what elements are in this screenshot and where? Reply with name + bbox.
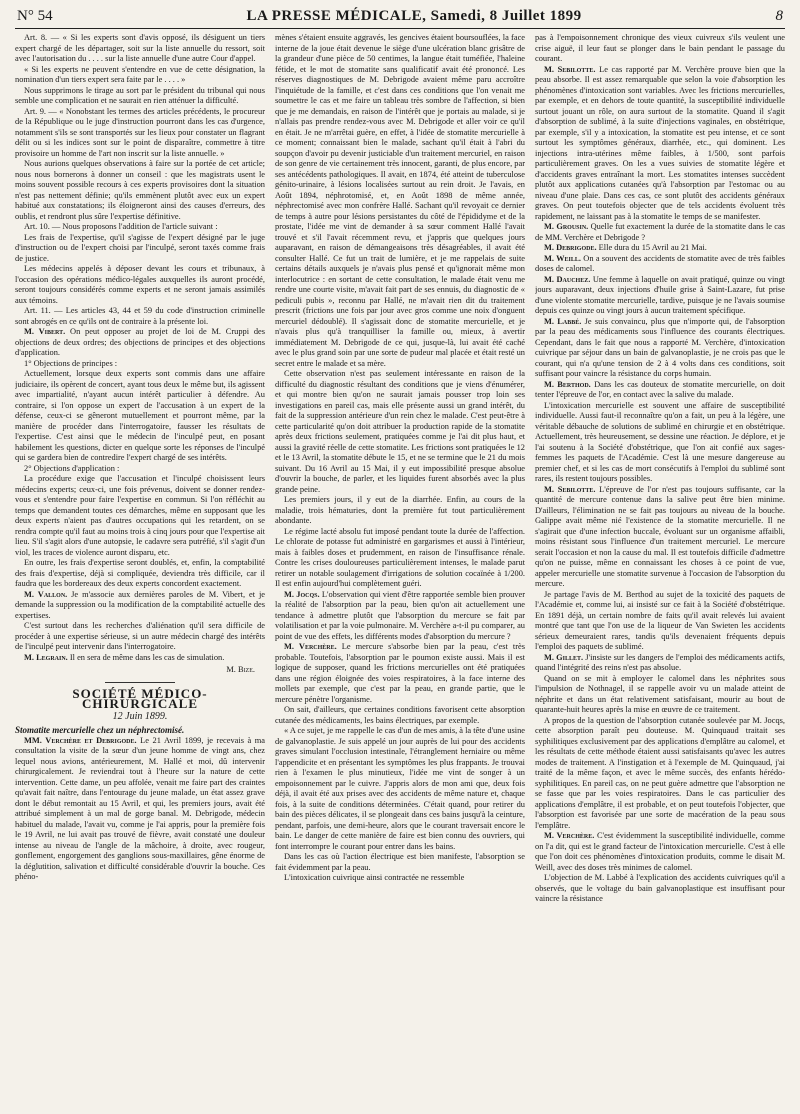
section-title: SOCIÉTÉ MÉDICO-CHIRURGICALE bbox=[72, 685, 208, 711]
paragraph: C'est surtout dans les recherches d'aliénation qu'il sera difficile de procéder à une expertise sérieuse, si un autre médecin chargé des intérêts de l'inculpé peut intervenir dans l'interrogatoire. bbox=[15, 621, 265, 651]
speaker-name: M. Berthod. bbox=[544, 379, 591, 389]
paragraph-text: C'est évidemment la susceptibilité individuelle, comme on l'a dit, qui est le grand facteur de l'intoxication mercurielle. C'est à elle que l'on doit ces phénomènes d'intoxication produits, comme le disait M. Weill, avec des doses très minimes de calomel. bbox=[535, 831, 785, 872]
page-header bbox=[15, 8, 785, 29]
paragraph-text: L'observation qui vient d'être rapportée semble bien prouver la réalité de l'absorption par la peau, bien qu'on ait actuellement une tendance à admettre plutôt que l'absorption du mercure se fait par volatilisation et par la voie pulmonaire. M. Verchère a-t-il pu comparer, au point de vue des effets, les différents modes d'absorption du mercure ? bbox=[275, 589, 525, 641]
speaker-paragraph bbox=[275, 642, 525, 705]
paragraph: A propos de la question de l'absorption cutanée soulevée par M. Jocqs, cette absorption paraît peu douteuse. M. Quinquaud traitait ses syphilitiques exclusivement par des applications d'emplâtre au calomel, et les résultats de cette méthode étaient aussi satisfaisants qu'avec les autres modes de traitement. A l'instigation et à l'exemple de M. Quinquaud, j'ai traité de la même façon, et avec le même succès, des enfants hérédo-syphilitiques. En pareil cas, on ne peut guère admettre que l'absorption ne se fasse que par les voies respiratoires. Dans le cas particulier des applications d'emplâtre, il est probable, et on peut toutefois l'objecter, que l'absorption est favorisée par une sorte de macération de la peau sous l'emplâtre. bbox=[535, 715, 785, 830]
signature: M. Bize. bbox=[226, 665, 255, 674]
speaker-paragraph bbox=[535, 317, 785, 380]
speaker-name: M. Sebilotte. bbox=[544, 64, 596, 74]
paragraph: Art. 11. — Les articles 43, 44 et 59 du code d'instruction criminelle sont abrogés en ce qu'ils ont de contraire à la présente loi. bbox=[15, 306, 265, 326]
paragraph-text: Le cas rapporté par M. Verchère prouve bien que la peau absorbe. Il est assez remarquable que selon la voie d'absorption les phénomènes d'intoxication sont variables. Avec les frictions mercurielles, par exemple, et en dehors de toute quantité, la susceptibilité individuelle surtout jouant un rôle, on aura surtout de la stomatite. Quand il s'agit d'absorption de sublimé, à la suite d'injections vaginales, en obstétrique, par exemple, s'il y a intoxication, la stomatite est peu intense, et ce sont surtout les symptômes généraux, diarrhée, etc., qui dominent. Les injections intra-utérines même faibles, à 1/500, sont parfois particulièrement graves. On les a vues suivies de stomatite légère et d'accidents graves entraînant la mort. Les stomatites intenses succèdent plutôt aux applications cutanées qu'à l'absorption par l'estomac ou au niveau d'une plaie. Dans ces cas, ce sont plutôt des accidents généraux graves. On peut toutefois objecter que de tels accidents évoluent très rapidement, ne laissant pas à la stomatite le temps de se manifester. bbox=[535, 64, 785, 221]
columns bbox=[15, 33, 785, 1093]
paragraph: 2° Objections d'application : bbox=[24, 463, 120, 473]
speaker-name: M. Verchère. bbox=[284, 642, 337, 651]
speaker-paragraph bbox=[15, 327, 265, 359]
paragraph: En outre, les frais d'expertise seront doublés, et, enfin, la comptabilité des frais d'expertise, déjà si compliquée, deviendra très difficile, car il faudra que les bordereaux des deux experts concordent exactement. bbox=[15, 558, 265, 588]
paragraph-text: Elle dura du 15 Avril au 21 Mai. bbox=[598, 243, 707, 252]
paragraph: Nous aurions quelques observations à faire sur la portée de cet article; nous nous bornerons à donner un conseil : que les magistrats usent le moins souvent possible recours à ces experts provisoires dont la situation n'est pas nettement définie; qu'ils emmènent plutôt avec eux un expert habitué aux constatations; ils éloigneront ainsi des causes d'erreurs, des oublis, et rendront plus sûre l'expertise définitive. bbox=[15, 159, 265, 221]
speaker-name: M. Weill. bbox=[544, 253, 581, 263]
speaker-name: M. Gillet. bbox=[544, 652, 584, 662]
paragraph: Dans les cas où l'action électrique est bien manifeste, l'absorption se fait évidemment par la peau. bbox=[275, 852, 525, 872]
speaker-paragraph bbox=[535, 275, 785, 317]
speaker-name: M. Sebilotte. bbox=[544, 484, 596, 494]
column-2 bbox=[275, 33, 525, 1093]
speaker-name: M. Legrain. bbox=[24, 652, 68, 662]
speaker-paragraph bbox=[15, 653, 265, 664]
speaker-name: M. Dauchez. bbox=[544, 274, 591, 284]
paragraph-text: Il en sera de même dans les cas de simulation. bbox=[69, 652, 225, 662]
page-number: 8 bbox=[775, 8, 783, 24]
speaker-name: M. Labbé. bbox=[544, 316, 582, 326]
speaker-paragraph bbox=[535, 380, 785, 401]
speaker-paragraph bbox=[535, 653, 785, 674]
speaker-name: M. Vallon. bbox=[24, 589, 68, 599]
paragraph: Le régime lacté absolu fut imposé pendant toute la durée de l'affection. Le chlorate de potasse fut administré en gargarismes et aussi à l'intérieur, mais à faibles doses et prudemment, en raison de l'insuffisance rénale. Contre les crises douloureuses particulièrement intenses, le malade parut retirer un notable soulagement d'irrigations de solution cocaïnée à 1/200. Il est enfin aujourd'hui complètement guéri. bbox=[275, 526, 525, 588]
paragraph-text: On a souvent des accidents de stomatite avec de très faibles doses de calomel. bbox=[535, 253, 785, 273]
paragraph: Art. 10. — Nous proposons l'addition de l'article suivant : bbox=[24, 222, 218, 231]
paragraph-text: Je suis convaincu, plus que n'importe qui, de l'absorption par la peau des médicaments sous l'influence des courants électriques. Cependant, dans le fait que nous a rapporté M. Verchère, d'intoxication cuivrique par séjour dans un bain de galvanoplastie, je ne crois pas que le courant, qui n'a qu'une tension de 2 à 4 volts dans ces conditions, soit suffisant pour vaincre la résistance du corps humain. bbox=[535, 316, 785, 378]
speaker-paragraph bbox=[275, 590, 525, 643]
speaker-name: M. Debrigode. bbox=[544, 243, 597, 252]
paragraph: L'intoxication cuivrique ainsi contractée ne ressemble bbox=[284, 873, 465, 882]
paragraph: L'intoxication mercurielle est souvent une affaire de susceptibilité individuelle. Aussi faut-il reconnaître qu'on a fait, un peu à la légère, une véritable débauche de solutions de sublimé en chirurgie et en obstétrique. Actuellement, très heureusement, se dessine une réaction. Je déplore, et je l'ai soutenu à la Société d'obstétrique, que l'on ait confié aux sages-femmes les paquets de l'Académie. C'est là une mesure dangereuse au premier chef, et si les cas de mort consécutifs à l'emploi du sublimé sont rares, ils restent toujours possibles. bbox=[535, 400, 785, 483]
paragraph-text: Le mercure s'absorbe bien par la peau, c'est très probable. Toutefois, l'absorption par le poumon existe aussi. Mais il est logique de supposer, quand les frictions mercurielles ont été pratiquées dans une région éloignée des voies respiratoires, à la face interne des mollets par exemple, que c'est par la peau, en grande partie, que le mercure pénètre l'organisme. bbox=[275, 642, 525, 704]
column-3 bbox=[535, 33, 785, 1093]
speaker-name: M. Grousin. bbox=[544, 222, 589, 231]
speaker-paragraph bbox=[535, 831, 785, 873]
paragraph: Art. 9. — « Nonobstant les termes des articles précédents, le procureur de la République ou le juge d'instruction pourront dans les cas d'urgence, notamment s'ils se sont transportés sur les lieux pour constater un flagrant délit ou si les indices sont sur le point de disparaître, commettre à titre provisoire un homme de l'art non inscrit sur la liste annuelle. » bbox=[15, 106, 265, 158]
speaker-name: M. Vibert. bbox=[24, 327, 66, 336]
paragraph: Actuellement, lorsque deux experts sont commis dans une affaire judiciaire, ils opèrent de concert, ayant tous deux le même but, ils agissent avec impartialité, n'ayant aucun intérêt particulier à défendre. Au contraire, si l'on oppose un expert de l'accusation à un expert de la défense, ceux-ci se gêneront mutuellement et pourront même, par la manière de procéder dans l'interrogatoire, fausser les résultats de l'expertise. C'est ainsi que le médecin de l'inculpé peut, en posant habilement les questions, dicter en quelque sorte les réponses de l'inculpé qui se gardera bien de contredire l'expert chargé de ses intérêts. bbox=[15, 369, 265, 462]
issue-number: N° 54 bbox=[17, 8, 53, 24]
speaker-paragraph bbox=[535, 254, 785, 275]
paragraph-text: Le 21 Avril 1899, je recevais à ma consultation la visite de la sœur d'un jeune homme de vingt ans, chez lequel nous avions, antérieurement, M. Hallé et moi, dû intervenir chirurgicalement. Je reviendrai tout à l'heure sur la nature de cette intervention. Cette dame, un peu affolée, venait me faire part des craintes qu'avait fait naître, dans l'entourage du jeune malade, un état assez grave dont le début remontait au 15 Avril, et qui, les premiers jours, avait été attribué simplement à un mal de gorge banal. M. Debrigode, médecin habituel du malade, l'avait vu, comme je l'ai appris, pour la première fois le 19 Avril, ne lui avait pas trouvé de fièvre, avait constaté une douleur intense au niveau de l'angle de la mâchoire, à droite, avec rougeur, gonflement, engorgement des ganglions sous-maxillaires, gêne énorme de la déglutition, salivation et difficulté considérable d'ouvrir la bouche. Ces phéno- bbox=[15, 735, 265, 881]
column-1 bbox=[15, 33, 265, 1093]
speaker-paragraph bbox=[535, 485, 785, 590]
paragraph: mènes s'étaient ensuite aggravés, les gencives étaient boursouflées, la face interne de la joue était devenue le siège d'une ulcération blanc grisâtre de la grandeur d'une pièce de 50 centimes, la langue était tuméfiée, l'haleine fétide, et le mot de stomatite sans qualificatif avait été prononcé. Les réserves diagnostiques de M. Debrigode avaient même paru accroître l'inquiétude de la famille, et c'est dans ces conditions que l'on venait me soumettre le cas et me faire un tableau très sombre de l'affection, si bien que je me demandais, en raison de l'intérêt que je portais au malade, si je n'allais pas prendre rendez-vous avec M. Debrigode et aller voir ce qu'il en était. Je ne m'arrêtai guère, en effet, à l'idée de stomatite mercurielle à ce moment; connaissant bien le malade, sachant qu'il était à l'abri du soupçon d'avoir pu devenir justiciable d'un traitement mercuriel, en raison de son genre de vie certainement très innocent, garanti, de plus encore, par ses antécédents pathologiques. Il avait, en 1874, été atteint de tuberculose génito-urinaire, à lésions localisées surtout au rein droit. Je l'avais, en Août 1894, néphrotomisé, et, en Août 1898 de même année, néphrectomisé avec mon confrère Hallé. Sachant qu'il revoyait ce dernier de temps à autre pour lésions persistantes du côté de l'épididyme et de la prostate, l'idée me vint de demander à sa sœur comment Hallé l'avait trouvé et s'il l'avait récemment revu, et j'appris que quelques jours auparavant, en raison de démangeaisons très désagréables, il avait été consulter Hallé. Ce fut un trait de lumière, et je me rappelais de suite certains détails auxquels je n'avais plus pensé et qu'ignorait même mon interlocutrice : en sortant de cette consultation, le malade était venu me rendre une courte visite, m'avait fait part de ses ennuis, du diagnostic de « pediculi pubis », reconnu par Hallé, ne m'avait rien dit du traitement prescrit (frictions une fois par jour avec gros comme une noix d'onguent mercuriel dédoublé). Il s'agissait donc de stomatite mercurielle, et je n'avais plus qu'à tranquilliser la famille ou, mieux, à avertir immédiatement M. Debrigode de ce qui, jusque-là, lui avait été caché avec le plus grand soin par une sorte de pudeur mal placée et était resté un secret entre le malade et sa mère. bbox=[275, 33, 525, 368]
speaker-paragraph bbox=[535, 65, 785, 223]
paragraph: 1° Objections de principes : bbox=[24, 358, 118, 368]
speaker-paragraph bbox=[15, 590, 265, 622]
paragraph-text: Je m'associe aux dernières paroles de M. Vibert, et je demande la suppression ou la modification de la comptabilité actuelle des expertises. bbox=[15, 589, 265, 620]
paragraph-text: Quelle fut exactement la durée de la stomatite dans le cas de MM. Verchère et Debrigode ? bbox=[535, 222, 785, 242]
paragraph-text: L'épreuve de l'or n'est pas toujours suffisante, car la quantité de mercure contenue dans la salive peut être bien minime. D'ailleurs, l'élimination ne se fait pas toujours au niveau de la bouche. Galippe avait même nié l'existence de la stomatite mercurielle. Il ne s'agirait que d'une infection buccale, évoluant sur un organisme affaibli, moins résistant sous l'influence d'un traitement mercuriel. Le mercure serait l'occasion et non la cause du mal. Il est toutefois difficile d'admettre qu'on ne puisse, même en connaissant les choses à ce point de vue, appeler mercurielle une stomatite survenue à l'occasion de l'absorption du mercure. bbox=[535, 484, 785, 588]
speaker-paragraph bbox=[535, 243, 785, 254]
speaker-paragraph bbox=[15, 736, 265, 883]
paragraph: Cette observation n'est pas seulement intéressante en raison de la difficulté du diagnostic résultant des conditions que je viens d'énumérer, et qui montre bien qu'on ne saurait jamais pousser trop loin ses investigations en pareil cas, mais elle présente aussi un grand intérêt, du fait de la suppression antérieure d'un rein chez le malade. C'est peut-être à cette particularité qu'on doit attribuer la production rapide de la stomatite après deux frictions seulement, pratiquées comme je l'ai dit plus haut, et aussi la gravité réelle de cette stomatite. Les frictions sont pratiquées le 12 et le 13 Avril, la stomatite débute le 15, et ne se termine que le 21 du mois suivant. Du 16 Avril au 15 Mai, il y eut impossibilité presque absolue d'ouvrir la bouche, de parler, et les liquides furent absorbés avec la plus grande peine. bbox=[275, 369, 525, 494]
separator-rule bbox=[105, 682, 175, 683]
article-subtitle: Stomatite mercurielle chez un néphrectomisé. bbox=[15, 725, 185, 735]
journal-title: LA PRESSE MÉDICALE, Samedi, 8 Juillet 1899 bbox=[246, 8, 582, 24]
paragraph-text: Une femme à laquelle on avait pratiqué, quinze ou vingt jours auparavant, deux injections d'huile grise à Saint-Lazare, fut prise d'une violente stomatite mercurielle, tardive, puisque je ne l'avais soumise depuis ces quinze ou vingt jours à aucun traitement spécifique. bbox=[535, 274, 785, 315]
paragraph: Les frais de l'expertise, qu'il s'agisse de l'expert désigné par le juge d'instruction ou de l'expert choisi par l'inculpé, seront taxés comme frais de justice. bbox=[15, 232, 265, 263]
speaker-paragraph bbox=[535, 222, 785, 243]
paragraph: Nous supprimons le tirage au sort par le président du tribunal qui nous semble une complication et ne saurait en rien atténuer la difficulté. bbox=[15, 85, 265, 105]
paragraph: Quand on se mit à employer le calomel dans les néphrites sous l'impulsion de Nothnagel, il se rappelle avoir vu un malade atteint de néphrite et dans un état relativement satisfaisant, mourir au bout de quarante-huit heures après la mise en œuvre de ce traitement. bbox=[535, 673, 785, 714]
newspaper-page bbox=[15, 8, 785, 1098]
paragraph: Je partage l'avis de M. Berthod au sujet de la toxicité des paquets de l'Académie et, comme lui, ai insisté sur ce fait à la Société d'obstétrique. En 1891 déjà, un certain nombre de faits qu'il avait relevés lui avaient montré que tant que l'on use de la liqueur de Van Swieten les accidents sérieux demeuraient rares, tandis qu'ils devenaient fréquents depuis l'emploi des paquets de sublimé. bbox=[535, 589, 785, 651]
section-date: 12 Juin 1899. bbox=[112, 710, 168, 722]
paragraph: « A ce sujet, je me rappelle le cas d'un de mes amis, à la tête d'une usine de galvanoplastie. Je suis appelé un jour auprès de lui pour des accidents graves simulant l'occlusion intestinale, l'étranglement herniaire ou même l'appendicite et en présentant les symptômes les plus frappants. Je trouvai rien à l'examen le plus minutieux, l'idée me vint de songer à un empoisonnement par le cuivre. J'appris alors de mon ami que, deux fois déjà, il avait été aux prises avec des accidents de même nature et, chaque fois, à la suite de conditions déterminées. C'était quand, pour retirer du bain des pièces délicates, il se plongeait dans ces bains jusqu'à la ceinture, pendant, parfois, une demi-heure, alors que le courant traversait encore le bain. Le danger de cette manière de faire est bien connu des ouvriers, qui font interrompre le courant pour entrer dans les bains. bbox=[275, 726, 525, 851]
paragraph: Art. 8. — « Si les experts sont d'avis opposé, ils désiguent un tiers expert chargé de les départager, soit sur la liste annuelle du ressort, soit avec l'autorisation du . . . . sur la liste annuelle d'une autre Cour d'appel. bbox=[15, 33, 265, 63]
paragraph: La procédure exige que l'accusation et l'inculpé choisissent leurs médecins experts; ceux-ci, une fois prévenus, doivent se donner rendez-vous et s'entendre pour faire l'expertise en commun. Si l'on réfléchit au temps que demandent toutes ces démarches, même en supposant que les deux experts n'aient pas d'autres occupations qui les retardent, on se rendra compte qu'il faut au moins trois à cinq jours pour que l'expertise ait lieu. S'il s'agit alors d'une autopsie, le cadavre sera putréfié, s'il s'agit d'un viol, les traces de violence auront disparu, etc. bbox=[15, 474, 265, 557]
paragraph: « Si les experts ne peuvent s'entendre en vue de cette désignation, la nomination d'un tiers expert sera faite par le . . . . » bbox=[15, 64, 265, 84]
paragraph: Les médecins appelés à déposer devant les cours et tribunaux, à l'occasion des opérations médico-légales auxquelles ils auront procédé, seront toujours considérés comme experts et ne seront jamais assimilés aux témoins. bbox=[15, 264, 265, 305]
paragraph: pas à l'empoisonnement chronique des vieux cuivreux s'ils veulent une crise aiguë, il leur faut se plonger dans le bain pendant le passage du courant. bbox=[535, 33, 785, 63]
paragraph-text: On peut opposer au projet de loi de M. Cruppi des objections de deux ordres; des objections de principes et des objections d'application. bbox=[15, 327, 265, 357]
paragraph: Les premiers jours, il y eut de la diarrhée. Enfin, au cours de la maladie, trois hématuries, dont la première fut tout particulièrement abondante. bbox=[275, 495, 525, 525]
paragraph-text: Dans les cas douteux de stomatite mercurielle, on doit tenter l'épreuve de l'or, en contact avec la salive du malade. bbox=[535, 379, 785, 399]
speaker-name: MM. Verchère et Debrigode. bbox=[24, 735, 137, 745]
speaker-name: M. Verchère. bbox=[544, 831, 595, 840]
paragraph: L'objection de M. Labbé à l'explication des accidents cuivriques qu'il a observés, que le voltage du bain galvanoplastique est insuffisant pour vaincre la résistance bbox=[535, 873, 785, 903]
paragraph-text: J'insiste sur les dangers de l'emploi des médicaments actifs, quand l'intégrité des reins n'est pas absolue. bbox=[535, 652, 785, 672]
speaker-name: M. Jocqs. bbox=[284, 589, 320, 599]
paragraph: On sait, d'ailleurs, que certaines conditions favorisent cette absorption cutanée des médicaments, les bains électriques, par exemple. bbox=[275, 705, 525, 725]
